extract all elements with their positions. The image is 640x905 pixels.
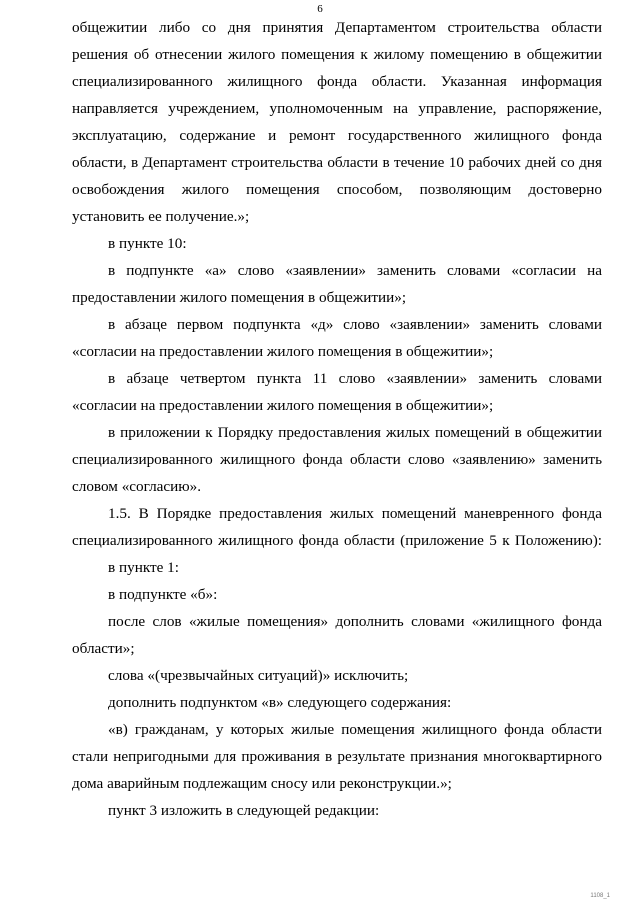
text-line: «в) гражданам, у которых жилые помещения жилищного фонда области: [108, 721, 602, 738]
text-line: в приложении к Порядку предоставления жилых помещений в общежитии: [108, 424, 602, 441]
text-line: слова «(чрезвычайных ситуаций)» исключить;: [108, 667, 409, 684]
text-line: в абзаце первом подпункта «д» слово «заявлении» заменить словами: [108, 316, 602, 333]
text-line: предоставлении жилого помещения в общежитии»;: [72, 289, 407, 306]
text-line: «согласии на предоставлении жилого помещения в общежитии»;: [72, 343, 494, 360]
text-line: в подпункте «а» слово «заявлении» заменить словами «согласии на: [108, 262, 602, 279]
text-line: словом «согласию».: [72, 478, 202, 495]
text-line: 1.5. В Порядке предоставления жилых помещений маневренного фонда: [108, 505, 602, 522]
text-line: специализированного жилищного фонда области (приложение 5 к Положению):: [72, 532, 602, 549]
text-line: в пункте 1:: [108, 559, 179, 576]
text-line: в подпункте «б»:: [108, 586, 218, 603]
text-line: области»;: [72, 640, 135, 657]
document-body: [72, 14, 602, 824]
text-line: после слов «жилые помещения» дополнить словами «жилищного фонда: [108, 613, 602, 630]
text-line: пункт 3 изложить в следующей редакции:: [108, 802, 380, 819]
text-line: области, в Департамент строительства области в течение 10 рабочих дней со дня: [72, 154, 602, 171]
text-line: направляется учреждением, уполномоченным на управление, распоряжение,: [72, 100, 602, 117]
text-line: специализированного жилищного фонда области слово «заявлению» заменить: [72, 451, 602, 468]
text-line: решения об отнесении жилого помещения к жилому помещению в общежитии: [72, 46, 602, 63]
page-number: 6: [317, 3, 323, 15]
text-line: дополнить подпунктом «в» следующего содержания:: [108, 694, 452, 711]
text-line: в пункте 10:: [108, 235, 187, 252]
text-line: эксплуатацию, содержание и ремонт государственного жилищного фонда: [72, 127, 602, 144]
text-line: установить ее получение.»;: [72, 208, 250, 225]
text-line: освобождения жилого помещения способом, позволяющим достоверно: [72, 181, 602, 198]
text-line: дома аварийным подлежащим сносу или реконструкции.»;: [72, 775, 452, 792]
text-line: общежитии либо со дня принятия Департаментом строительства области: [72, 19, 602, 36]
text-line: стали непригодными для проживания в результате признания многоквартирного: [72, 748, 602, 765]
text-line: в абзаце четвертом пункта 11 слово «заявлении» заменить словами: [108, 370, 602, 387]
text-line: «согласии на предоставлении жилого помещения в общежитии»;: [72, 397, 494, 414]
text-line: специализированного жилищного фонда области. Указанная информация: [72, 73, 602, 90]
footer-mark: 1108_1: [590, 893, 610, 899]
